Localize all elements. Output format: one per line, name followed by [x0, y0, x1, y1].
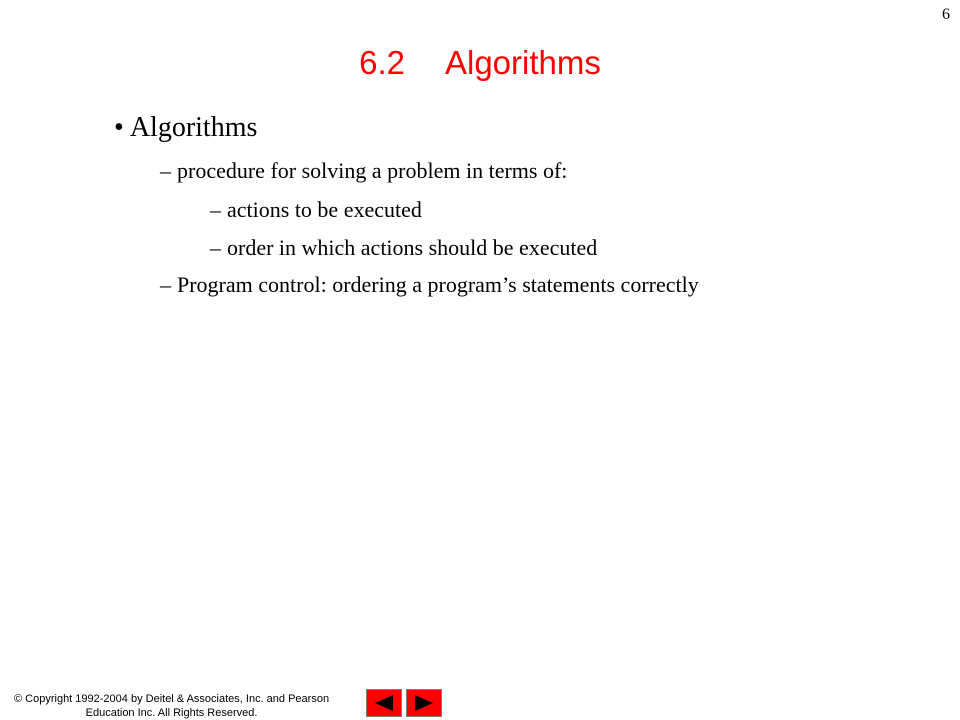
next-slide-button[interactable]	[406, 689, 442, 717]
dash: –	[210, 197, 221, 222]
slide-number: 6	[942, 6, 950, 23]
dash: –	[160, 272, 171, 297]
previous-arrow-icon	[373, 694, 395, 712]
sub-item-actions	[210, 197, 422, 223]
main-bullet	[114, 112, 257, 144]
copyright-footer	[14, 692, 329, 720]
sub-item-program-control	[160, 272, 699, 298]
main-bullet-text: Algorithms	[129, 112, 258, 143]
sub-item-procedure	[160, 158, 567, 184]
slide-title	[0, 44, 960, 82]
sub-item-text: actions to be executed	[227, 197, 422, 222]
previous-slide-button[interactable]	[366, 689, 402, 717]
bullet-dot: •	[114, 112, 124, 143]
section-number: 6.2	[359, 44, 405, 81]
dash: –	[210, 235, 221, 260]
slide-navigation	[366, 689, 442, 717]
title-text: Algorithms	[444, 44, 601, 81]
sub-item-text: procedure for solving a problem in terms of:	[177, 158, 568, 183]
dash: –	[160, 158, 171, 183]
next-arrow-icon	[413, 694, 435, 712]
copyright-line-2: Education Inc. All Rights Reserved.	[85, 707, 258, 719]
sub-item-text: order in which actions should be executed	[227, 235, 598, 260]
sub-item-order	[210, 235, 597, 261]
copyright-line-1: © Copyright 1992-2004 by Deitel & Associates, Inc. and Pearson	[14, 693, 330, 705]
sub-item-text: Program control: ordering a program’s statements correctly	[177, 272, 699, 297]
